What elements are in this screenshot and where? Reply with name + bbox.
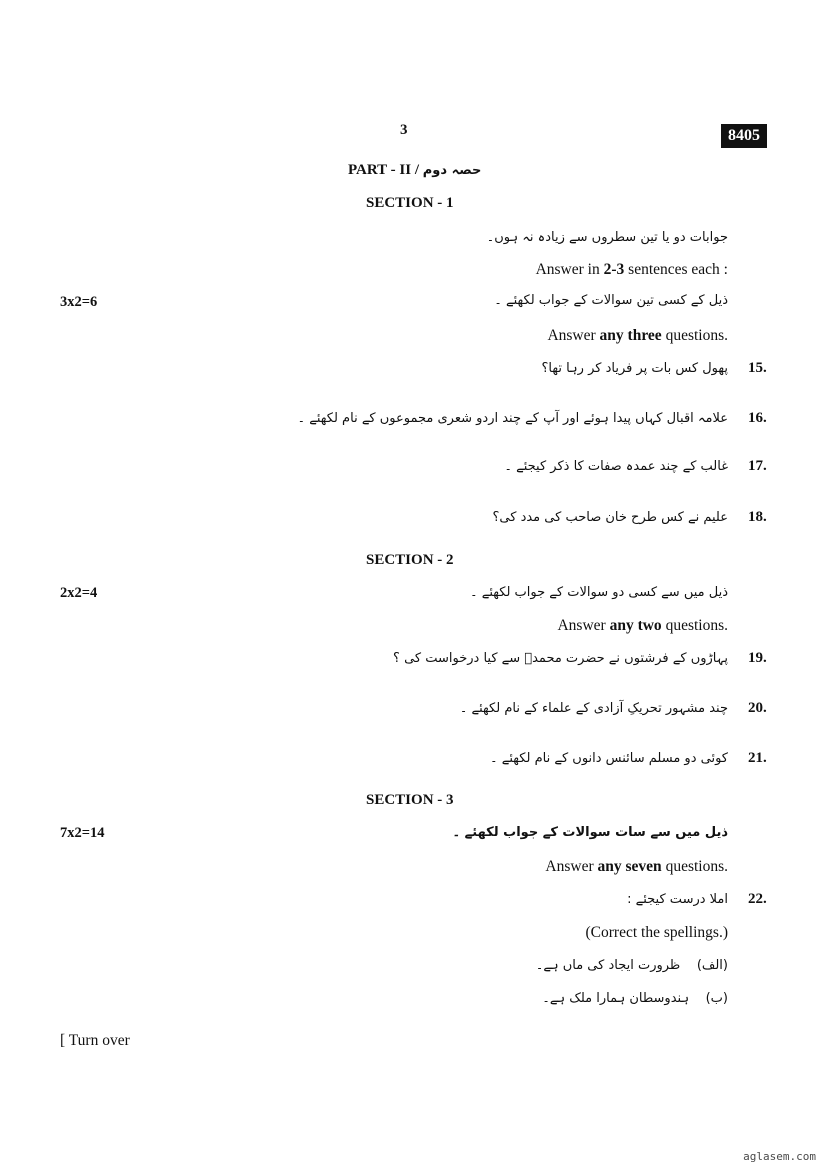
question-text: چند مشہور تحریکِ آزادی کے علماء کے نام لکھئے ۔ <box>459 701 728 716</box>
section-3-choice-urdu: ذیل میں سے سات سوالات کے جواب لکھئے ۔ <box>452 825 728 840</box>
instruction-prefix: Answer in <box>535 261 604 278</box>
choice-suffix: questions. <box>661 327 728 344</box>
choice-suffix: questions. <box>661 858 728 875</box>
section-1-marks: 3x2=6 <box>60 294 98 310</box>
section-2-title: SECTION - 2 <box>366 552 454 568</box>
part-title-english: PART - II / <box>348 162 420 178</box>
instruction-bold: 2-3 <box>603 261 625 278</box>
choice-prefix: Answer <box>557 617 610 634</box>
section-1-instruction-urdu: جوابات دو یا تین سطروں سے زیادہ نہ ہوں۔ <box>486 230 728 245</box>
sub-item-text: ظرورت ایجاد کی ماں ہے۔ <box>535 958 681 973</box>
question-number: 21. <box>748 750 767 766</box>
sub-item-text: ہندوسطان ہمارا ملک ہے۔ <box>542 991 690 1006</box>
section-1-title: SECTION - 1 <box>366 195 454 211</box>
question-number: 18. <box>748 509 767 525</box>
question-text: علیم نے کس طرح خان صاحب کی مدد کی؟ <box>492 510 728 525</box>
watermark: aglasem.com <box>743 1150 816 1163</box>
section-3-marks: 7x2=14 <box>60 825 105 841</box>
sub-item-label: (ب) <box>705 991 728 1006</box>
paper-code-badge: 8405 <box>721 124 767 148</box>
question-number: 20. <box>748 700 767 716</box>
section-3-choice-english <box>545 858 728 876</box>
question-text: پھول کس بات پر فریاد کر رہا تھا؟ <box>541 361 728 376</box>
question-text: کوئی دو مسلم سائنس دانوں کے نام لکھئے ۔ <box>490 751 728 766</box>
question-number: 22. <box>748 891 767 907</box>
question-text: غالب کے چند عمدہ صفات کا ذکر کیجئے ۔ <box>504 459 728 474</box>
section-1-instruction-english <box>536 261 728 279</box>
turn-over-note: [ Turn over <box>60 1032 130 1049</box>
choice-suffix: questions. <box>661 617 728 634</box>
choice-bold: any three <box>599 327 662 344</box>
sub-item-label: (الف) <box>696 958 728 973</box>
choice-prefix: Answer <box>547 327 600 344</box>
sub-item <box>536 958 728 973</box>
question-number: 16. <box>748 410 767 426</box>
section-1-choice-english <box>547 327 728 345</box>
instruction-suffix: sentences each : <box>624 261 728 278</box>
question-text: املا درست کیجئے : <box>627 892 728 907</box>
choice-bold: any seven <box>597 858 662 875</box>
choice-bold: any two <box>609 617 662 634</box>
page-number: 3 <box>400 122 408 138</box>
sub-item <box>542 991 728 1006</box>
question-number: 19. <box>748 650 767 666</box>
section-2-marks: 2x2=4 <box>60 585 98 601</box>
question-subtitle: (Correct the spellings.) <box>585 924 728 941</box>
part-title-urdu: حصہ دوم <box>422 163 482 178</box>
section-1-choice-urdu: ذیل کے کسی تین سوالات کے جواب لکھئے ۔ <box>494 293 728 308</box>
section-3-title: SECTION - 3 <box>366 792 454 808</box>
part-title <box>348 162 481 179</box>
question-number: 15. <box>748 360 767 376</box>
question-text: علامہ اقبال کہاں پیدا ہوئے اور آپ کے چند اردو شعری مجموعوں کے نام لکھئے ۔ <box>297 411 728 426</box>
section-2-choice-english <box>557 617 728 635</box>
section-2-choice-urdu: ذیل میں سے کسی دو سوالات کے جواب لکھئے ۔ <box>470 585 728 600</box>
question-text: پہاڑوں کے فرشتوں نے حضرت محمدؐ سے کیا درخواست کی ؟ <box>393 651 728 666</box>
choice-prefix: Answer <box>545 858 598 875</box>
question-number: 17. <box>748 458 767 474</box>
